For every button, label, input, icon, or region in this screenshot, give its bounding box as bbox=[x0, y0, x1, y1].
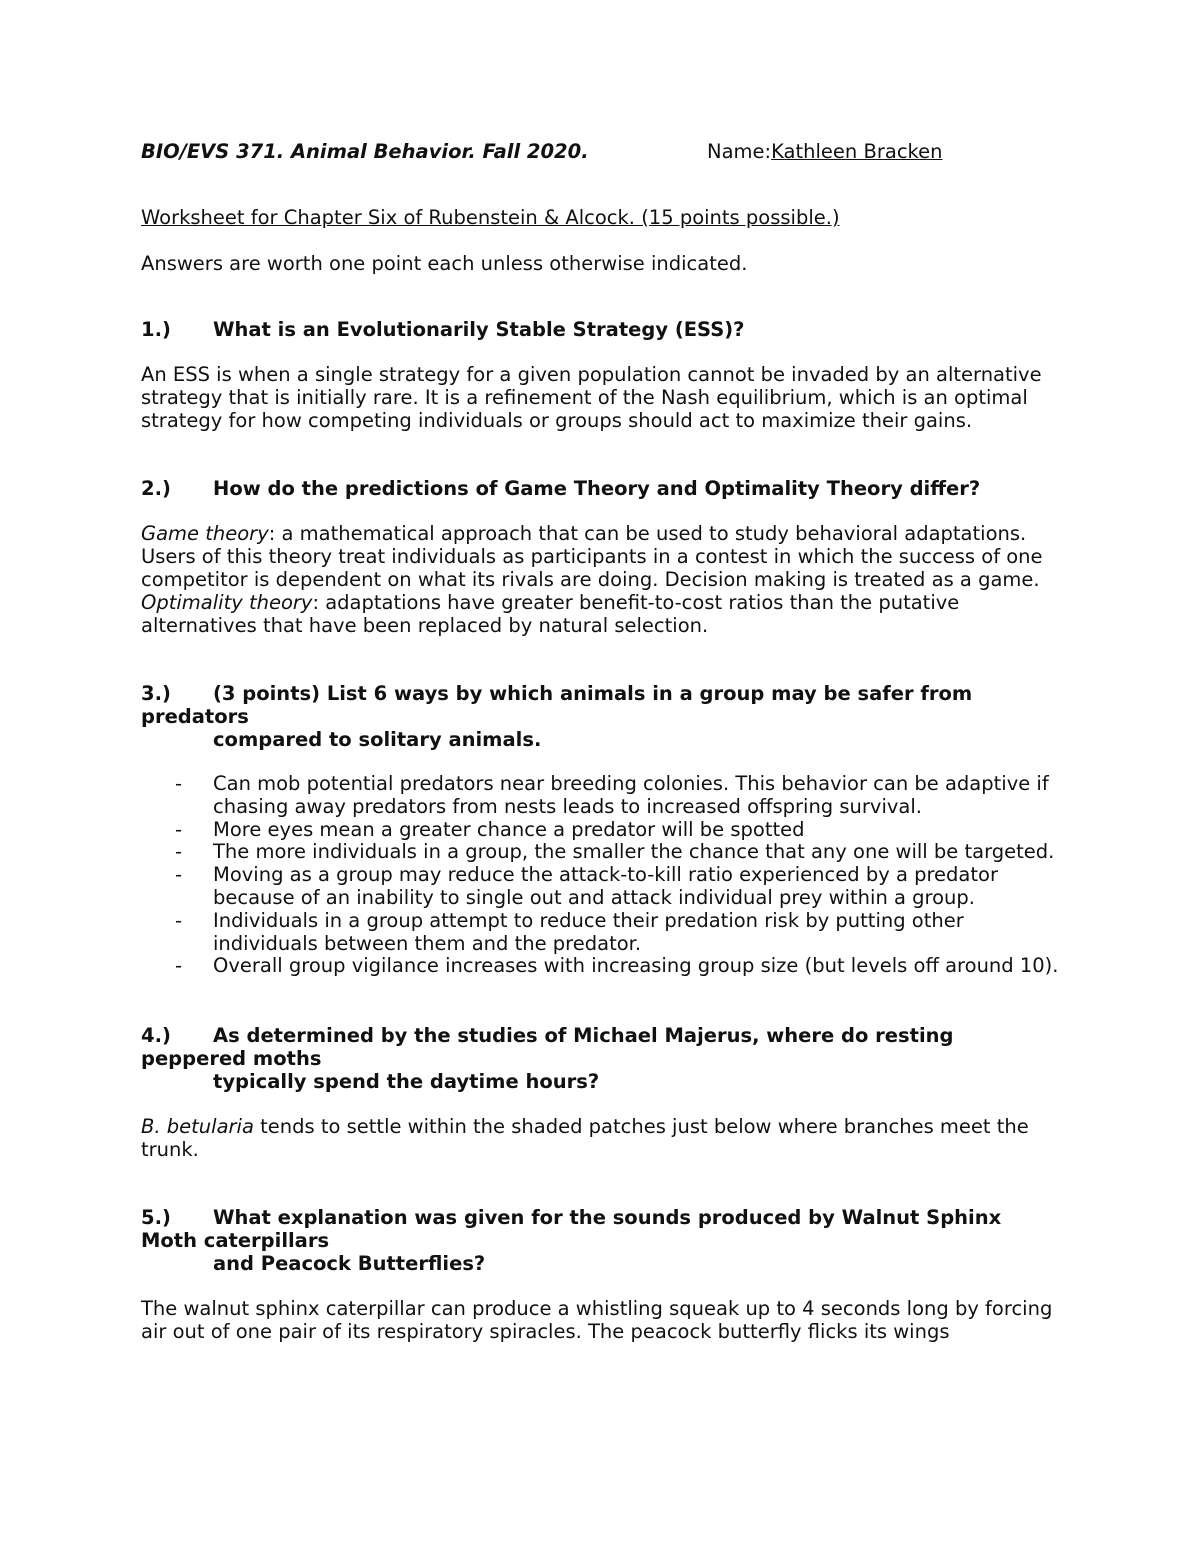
instructions: Answers are worth one point each unless otherwise indicated. bbox=[141, 252, 748, 275]
question-text: How do the predictions of Game Theory and Optimality Theory differ? bbox=[213, 477, 981, 500]
question-text-line-2: peppered moths bbox=[141, 1047, 322, 1071]
list-item: - More eyes mean a greater chance a predator will be spotted bbox=[141, 819, 1071, 842]
game-theory-term: Game theory bbox=[141, 522, 269, 545]
answer-4 bbox=[141, 1115, 1071, 1161]
answer-text: An ESS is when a single strategy for a given population cannot be invaded by an alternative strategy that is initially rare. It is a refinement of the Nash equilibrium, which is an optimal strategy for how competing individuals or groups should act to maximize their gains. bbox=[141, 363, 1042, 432]
answer-2 bbox=[141, 522, 1071, 637]
course-title: BIO/EVS 371. Animal Behavior. Fall 2020. bbox=[141, 140, 589, 163]
list-item: - The more individuals in a group, the smaller the chance that any one will be targeted. bbox=[141, 841, 1071, 864]
answer-5 bbox=[141, 1297, 1071, 1343]
list-item: - Individuals in a group attempt to reduce their predation risk by putting other individuals between them and the predator. bbox=[141, 910, 1071, 956]
list-item: - Overall group vigilance increases with increasing group size (but levels off around 10). bbox=[141, 955, 1071, 978]
question-4 bbox=[141, 1024, 1071, 1093]
question-number: 5.) bbox=[141, 1206, 171, 1230]
bullet-dash: - bbox=[175, 954, 183, 978]
question-text-line-2: predators bbox=[141, 705, 249, 728]
question-text-line-3: typically spend the daytime hours? bbox=[213, 1070, 600, 1094]
safety-list bbox=[141, 773, 1071, 978]
optimality-theory-definition: : adaptations have greater benefit-to-cost ratios than the putative alternatives that have been replaced by natural selection. bbox=[141, 591, 960, 637]
question-5 bbox=[141, 1206, 1071, 1275]
list-item: - Moving as a group may reduce the attack-to-kill ratio experienced by a predator because of an inability to single out and attack individual prey within a group. bbox=[141, 864, 1071, 910]
question-text-line-3: and Peacock Butterflies? bbox=[213, 1252, 486, 1276]
question-number: 4.) bbox=[141, 1024, 171, 1048]
worksheet-page bbox=[141, 138, 1071, 1343]
question-1 bbox=[141, 318, 1071, 341]
question-3 bbox=[141, 682, 1071, 751]
list-item: - Can mob potential predators near breeding colonies. This behavior can be adaptive if chasing away predators from nests leads to increased offspring survival. bbox=[141, 773, 1071, 819]
question-text-line-1: What explanation was given for the sounds produced by Walnut Sphinx bbox=[213, 1206, 1002, 1230]
game-theory-answer bbox=[141, 522, 1071, 591]
name-label: Name: bbox=[707, 140, 772, 163]
question-number: 1.) bbox=[141, 318, 171, 341]
document-header bbox=[141, 138, 1071, 166]
game-theory-definition: : a mathematical approach that can be used to study behavioral adaptations. Users of this theory treat individuals as participants in a contest in which the success of one competitor is dependent on what its rivals are doing. Decision making is treated as a game. bbox=[141, 522, 1043, 591]
optimality-theory-term: Optimality theory bbox=[141, 591, 313, 614]
question-text-line-2: Moth caterpillars bbox=[141, 1229, 330, 1253]
answer-text: The walnut sphinx caterpillar can produce a whistling squeak up to 4 seconds long by forcing air out of one pair of its respiratory spiracles. The peacock butterfly flicks its wings bbox=[141, 1297, 1053, 1344]
species-name: B. betularia bbox=[141, 1115, 254, 1139]
worksheet-title: Worksheet for Chapter Six of Rubenstein & Alcock. (15 points possible.) bbox=[141, 206, 840, 229]
bullet-dash: - bbox=[175, 840, 183, 864]
question-text-line-1: As determined by the studies of Michael Majerus, where do resting bbox=[213, 1024, 954, 1048]
question-number: 2.) bbox=[141, 477, 171, 500]
question-text-line-3: compared to solitary animals. bbox=[213, 728, 542, 751]
bullet-dash: - bbox=[175, 772, 183, 795]
question-text: What is an Evolutionarily Stable Strategy (ESS)? bbox=[213, 318, 745, 341]
question-2 bbox=[141, 477, 1071, 500]
question-number: 3.) bbox=[141, 682, 171, 705]
bullet-dash: - bbox=[175, 908, 183, 932]
bullet-dash: - bbox=[175, 863, 183, 887]
bullet-dash: - bbox=[175, 817, 183, 841]
optimality-theory-answer bbox=[141, 591, 1071, 637]
student-name: Kathleen Bracken bbox=[771, 140, 943, 163]
answer-1 bbox=[141, 363, 1071, 432]
answer-text: B. betularia tends to settle within the shaded patches just below where branches meet the trunk. bbox=[141, 1115, 1029, 1162]
question-text-line-1: (3 points) List 6 ways by which animals in a group may be safer from bbox=[213, 682, 973, 705]
